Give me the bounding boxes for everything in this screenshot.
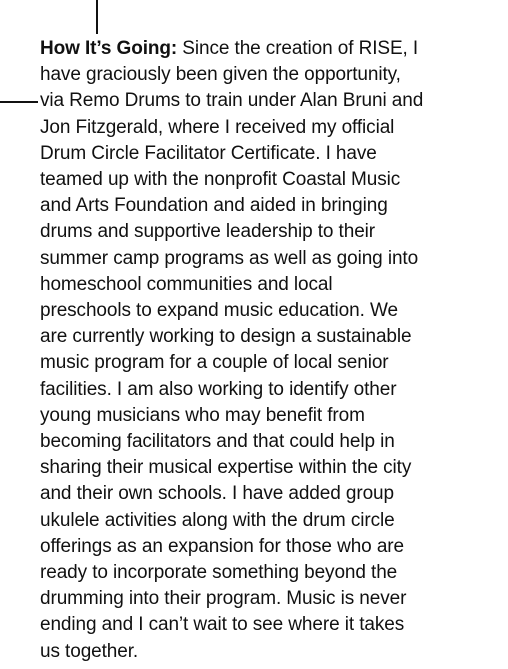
- paragraph-line: becoming facilitators and that could help in: [40, 431, 395, 453]
- paragraph-line: young musicians who may benefit from: [40, 404, 365, 426]
- paragraph-line: ending and I can’t wait to see where it takes: [40, 614, 405, 636]
- paragraph-line: and their own schools. I have added group: [40, 483, 394, 505]
- how-its-going-paragraph: [40, 36, 502, 665]
- paragraph-line: music program for a couple of local senior: [40, 352, 389, 374]
- paragraph-line: preschools to expand music education. We: [40, 300, 398, 322]
- paragraph-text: Since the creation of RISE, I: [177, 38, 419, 59]
- paragraph-line: us together.: [40, 640, 139, 662]
- paragraph-line: Jon Fitzgerald, where I received my official: [40, 116, 395, 138]
- paragraph-line: via Remo Drums to train under Alan Bruni and: [40, 90, 424, 112]
- paragraph-line: are currently working to design a sustainable: [40, 326, 412, 348]
- crop-mark-vertical: [96, 0, 98, 34]
- paragraph-line-1: [40, 36, 502, 62]
- paragraph-line: facilities. I am also working to identify other: [40, 378, 397, 400]
- paragraph-line: summer camp programs as well as going into: [40, 247, 419, 269]
- paragraph-line: ready to incorporate something beyond the: [40, 562, 398, 584]
- crop-mark-horizontal: [0, 101, 38, 103]
- paragraph-line: ukulele activities along with the drum circle: [40, 509, 395, 531]
- paragraph-line: sharing their musical expertise within the city: [40, 457, 412, 479]
- paragraph-line: Drum Circle Facilitator Certificate. I have: [40, 142, 377, 164]
- paragraph-line: have graciously been given the opportunity,: [40, 64, 401, 86]
- paragraph-line: drumming into their program. Music is never: [40, 588, 407, 610]
- paragraph-line: offerings as an expansion for those who are: [40, 535, 404, 557]
- paragraph-line: and Arts Foundation and aided in bringing: [40, 195, 388, 217]
- section-heading: How It’s Going:: [40, 38, 178, 59]
- paragraph-line: homeschool communities and local: [40, 273, 333, 295]
- paragraph-line: drums and supportive leadership to their: [40, 221, 376, 243]
- paragraph-line: teamed up with the nonprofit Coastal Music: [40, 169, 401, 191]
